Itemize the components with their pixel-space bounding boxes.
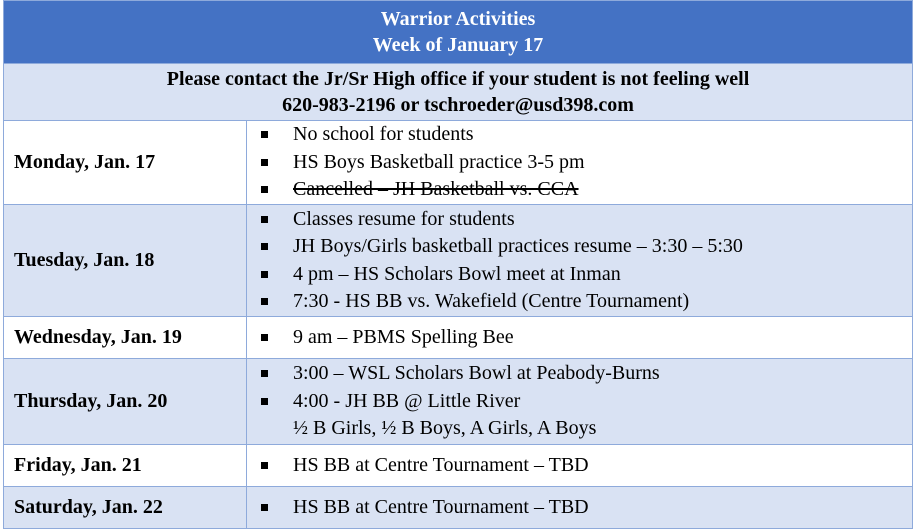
event-text: HS BB at Centre Tournament – TBD: [293, 495, 589, 518]
title-cell: [4, 1, 913, 64]
event-text: 4 pm – HS Scholars Bowl meet at Inman: [293, 262, 621, 285]
day-items: [247, 487, 913, 529]
day-items: [247, 317, 913, 359]
day-row-friday: [4, 445, 913, 487]
day-row-monday: [4, 121, 913, 205]
day-row-wednesday: [4, 317, 913, 359]
event-text: No school for students: [293, 123, 474, 146]
title-row: [4, 1, 913, 64]
activities-table: [3, 0, 913, 529]
day-label: Friday, Jan. 21: [4, 445, 247, 487]
event-text: Classes resume for students: [293, 207, 515, 230]
event-item: [259, 233, 912, 261]
event-text: 3:00 – WSL Scholars Bowl at Peabody-Burns: [293, 362, 660, 385]
event-item: [259, 494, 912, 522]
event-text: 9 am – PBMS Spelling Bee: [293, 325, 514, 348]
day-items: [247, 445, 913, 487]
bullet-icon: [261, 398, 268, 405]
bullet-icon: [261, 243, 268, 250]
day-label: Monday, Jan. 17: [4, 121, 247, 205]
day-items: [247, 205, 913, 317]
title-line-1: Warrior Activities: [380, 8, 536, 30]
event-item: [259, 261, 912, 289]
title-line-2: Week of January 17: [372, 34, 544, 56]
day-label: Saturday, Jan. 22: [4, 487, 247, 529]
day-items: [247, 359, 913, 445]
event-list: [247, 206, 912, 316]
notice-line-1: Please contact the Jr/Sr High office if your student is not feeling well: [166, 68, 750, 90]
day-row-saturday: [4, 487, 913, 529]
event-item: [259, 206, 912, 234]
bullet-icon: [261, 271, 268, 278]
event-text: HS BB at Centre Tournament – TBD: [293, 453, 589, 476]
event-item: [259, 388, 912, 443]
bullet-icon: [261, 334, 268, 341]
event-list: [247, 452, 912, 480]
event-text: 7:30 - HS BB vs. Wakefield (Centre Tournament): [293, 290, 690, 312]
event-text: Cancelled – JH Basketball vs. CCA: [293, 178, 579, 201]
event-list: [247, 360, 912, 443]
notice-line-2: 620-983-2196 or tschroeder@usd398.com: [282, 94, 634, 116]
event-text: JH Boys/Girls basketball practices resume – 3:30 – 5:30: [293, 235, 743, 257]
bullet-icon: [261, 216, 268, 223]
bullet-icon: [261, 504, 268, 511]
day-label: Thursday, Jan. 20: [4, 359, 247, 445]
event-item-cancelled: [259, 176, 912, 204]
event-list: [247, 324, 912, 352]
event-text: HS Boys Basketball practice 3-5 pm: [293, 150, 585, 173]
day-items: [247, 121, 913, 205]
bullet-icon: [261, 159, 268, 166]
event-item: [259, 452, 912, 480]
event-text: 4:00 - JH BB @ Little River: [293, 389, 521, 412]
event-item: [259, 360, 912, 388]
event-item: [259, 288, 912, 316]
notice-row: [4, 64, 913, 121]
event-item: [259, 121, 912, 149]
day-label: Tuesday, Jan. 18: [4, 205, 247, 317]
event-item: [259, 324, 912, 352]
bullet-icon: [261, 370, 268, 377]
day-label: Wednesday, Jan. 19: [4, 317, 247, 359]
event-list: [247, 121, 912, 204]
day-row-tuesday: [4, 205, 913, 317]
bullet-icon: [261, 131, 268, 138]
event-item: [259, 149, 912, 177]
event-continuation: ½ B Girls, ½ B Boys, A Girls, A Boys: [293, 417, 597, 440]
bullet-icon: [261, 298, 268, 305]
day-row-thursday: [4, 359, 913, 445]
event-list: [247, 494, 912, 522]
notice-cell: [4, 64, 913, 121]
bullet-icon: [261, 186, 268, 193]
bullet-icon: [261, 462, 268, 469]
